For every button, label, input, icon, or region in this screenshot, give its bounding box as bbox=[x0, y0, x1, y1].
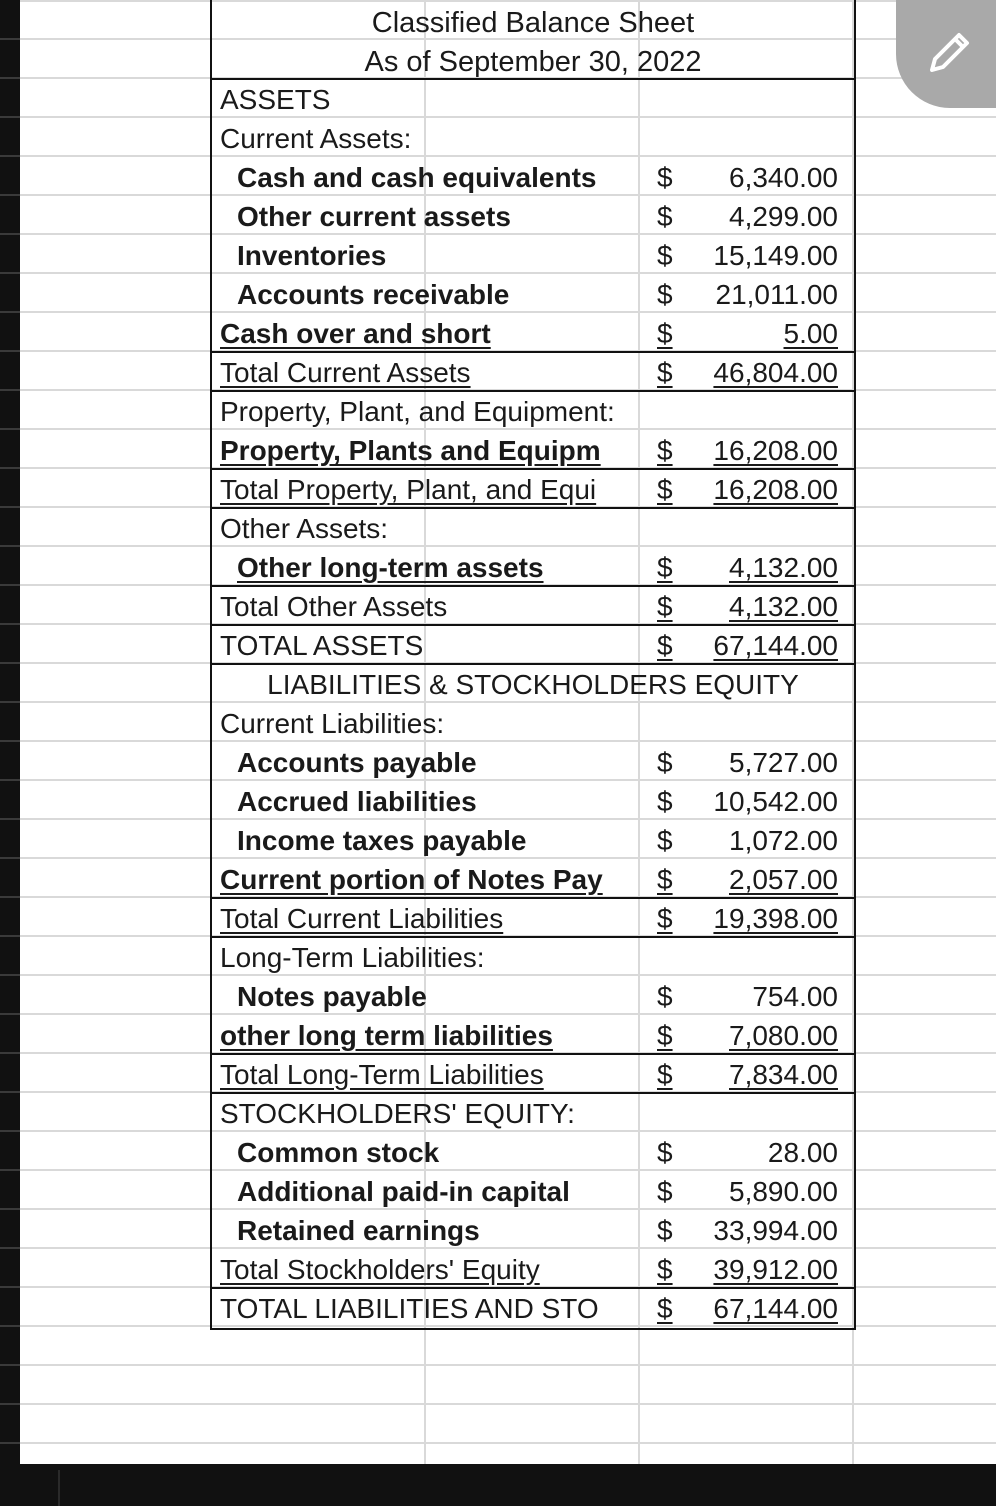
row-label: Long-Term Liabilities: bbox=[220, 942, 485, 973]
table-row[interactable] bbox=[212, 78, 854, 119]
row-amount: 4,132.00 bbox=[729, 552, 838, 583]
table-row[interactable] bbox=[212, 1133, 854, 1172]
dollar-sign: $ bbox=[657, 903, 673, 934]
table-row[interactable] bbox=[212, 1250, 854, 1289]
row-amount: 21,011.00 bbox=[715, 279, 838, 310]
row-label: Common stock bbox=[237, 1137, 440, 1168]
row-amount: 67,144.00 bbox=[713, 1293, 838, 1324]
row-label: Property, Plants and Equipm bbox=[220, 435, 601, 466]
table-row[interactable] bbox=[212, 821, 854, 860]
row-amount: 5.00 bbox=[783, 318, 838, 349]
dollar-sign: $ bbox=[657, 162, 673, 193]
table-row[interactable] bbox=[212, 119, 854, 158]
row-amount: 33,994.00 bbox=[713, 1215, 838, 1246]
table-row[interactable] bbox=[212, 704, 854, 743]
table-row[interactable] bbox=[212, 507, 854, 548]
table-row[interactable] bbox=[212, 1211, 854, 1250]
row-label: Total Property, Plant, and Equi bbox=[220, 474, 597, 505]
row-label: Notes payable bbox=[237, 981, 427, 1012]
dollar-sign: $ bbox=[657, 279, 673, 310]
table-row[interactable] bbox=[212, 1016, 854, 1055]
row-label: Total Long-Term Liabilities bbox=[220, 1059, 544, 1090]
row-amount: 16,208.00 bbox=[713, 435, 838, 466]
dollar-sign: $ bbox=[657, 747, 673, 778]
row-label: Inventories bbox=[237, 240, 387, 271]
dollar-sign: $ bbox=[657, 864, 673, 895]
table-row[interactable] bbox=[212, 314, 854, 353]
row-label: ASSETS bbox=[220, 84, 331, 115]
row-amount: 754.00 bbox=[752, 981, 838, 1012]
table-row[interactable] bbox=[212, 1287, 854, 1328]
row-label: Cash over and short bbox=[220, 318, 491, 349]
dollar-sign: $ bbox=[657, 1020, 673, 1051]
row-label: Accounts payable bbox=[237, 747, 477, 778]
table-row[interactable] bbox=[212, 743, 854, 782]
row-label: Other long-term assets bbox=[237, 552, 544, 583]
row-label: Current Liabilities: bbox=[220, 708, 445, 739]
dollar-sign: $ bbox=[657, 630, 673, 661]
dollar-sign: $ bbox=[657, 1254, 673, 1285]
row-label: Current Assets: bbox=[220, 123, 412, 154]
row-amount: 1,072.00 bbox=[729, 825, 838, 856]
bottom-toolbar bbox=[0, 1464, 996, 1506]
table-row[interactable] bbox=[212, 1172, 854, 1211]
dollar-sign: $ bbox=[657, 786, 673, 817]
row-amount: 16,208.00 bbox=[713, 474, 838, 505]
sheet-date: As of September 30, 2022 bbox=[364, 46, 702, 78]
row-label: Total Current Assets bbox=[220, 357, 471, 388]
row-label: Additional paid-in capital bbox=[237, 1176, 570, 1207]
row-amount: 4,299.00 bbox=[729, 201, 838, 232]
row-amount: 28.00 bbox=[767, 1137, 838, 1168]
dollar-sign: $ bbox=[657, 357, 673, 388]
table-row[interactable] bbox=[212, 548, 854, 587]
dollar-sign: $ bbox=[657, 1215, 673, 1246]
table-row[interactable] bbox=[212, 275, 854, 314]
sheet-title: Classified Balance Sheet bbox=[371, 7, 695, 39]
table-row[interactable] bbox=[212, 236, 854, 275]
dollar-sign: $ bbox=[657, 981, 673, 1012]
table-row[interactable] bbox=[212, 197, 854, 236]
dollar-sign: $ bbox=[657, 1293, 673, 1324]
row-label: Other current assets bbox=[237, 201, 511, 232]
dollar-sign: $ bbox=[657, 552, 673, 583]
row-label: TOTAL LIABILITIES AND STO bbox=[220, 1293, 599, 1324]
table-row[interactable] bbox=[212, 1092, 854, 1133]
table-row[interactable] bbox=[212, 390, 854, 431]
row-amount: 46,804.00 bbox=[713, 357, 838, 388]
table-row[interactable] bbox=[212, 860, 854, 899]
title-row-2[interactable] bbox=[212, 43, 854, 82]
table-row[interactable] bbox=[212, 585, 854, 626]
row-amount: 7,080.00 bbox=[729, 1020, 838, 1051]
dollar-sign: $ bbox=[657, 1059, 673, 1090]
table-row[interactable] bbox=[212, 158, 854, 197]
dollar-sign: $ bbox=[657, 1137, 673, 1168]
dollar-sign: $ bbox=[657, 240, 673, 271]
table-row[interactable] bbox=[212, 977, 854, 1016]
table-row[interactable] bbox=[212, 936, 854, 977]
row-label: Accrued liabilities bbox=[237, 786, 477, 817]
section-header-row[interactable] bbox=[212, 663, 854, 704]
title-row-1[interactable] bbox=[212, 4, 854, 43]
dollar-sign: $ bbox=[657, 435, 673, 466]
dollar-sign: $ bbox=[657, 474, 673, 505]
row-amount: 10,542.00 bbox=[713, 786, 838, 817]
row-amount: 19,398.00 bbox=[713, 903, 838, 934]
section-heading: LIABILITIES & STOCKHOLDERS EQUITY bbox=[267, 669, 799, 700]
row-label: other long term liabilities bbox=[220, 1020, 553, 1051]
dollar-sign: $ bbox=[657, 201, 673, 232]
row-label: Total Other Assets bbox=[220, 591, 448, 622]
row-label: Current portion of Notes Pay bbox=[220, 864, 603, 895]
row-label: Total Current Liabilities bbox=[220, 903, 504, 934]
dollar-sign: $ bbox=[657, 825, 673, 856]
row-amount: 6,340.00 bbox=[729, 162, 838, 193]
balance-sheet bbox=[210, 0, 856, 1330]
table-row[interactable] bbox=[212, 351, 854, 392]
dollar-sign: $ bbox=[657, 1176, 673, 1207]
row-amount: 39,912.00 bbox=[713, 1254, 838, 1285]
table-row[interactable] bbox=[212, 1053, 854, 1094]
row-amount: 67,144.00 bbox=[713, 630, 838, 661]
table-row[interactable] bbox=[212, 431, 854, 470]
table-row[interactable] bbox=[212, 897, 854, 938]
table-row[interactable] bbox=[212, 782, 854, 821]
table-row[interactable] bbox=[212, 624, 854, 665]
table-row[interactable] bbox=[212, 468, 854, 509]
row-amount: 15,149.00 bbox=[713, 240, 838, 271]
row-label: Total Stockholders' Equity bbox=[220, 1254, 540, 1285]
row-label: Retained earnings bbox=[237, 1215, 480, 1246]
row-label: Income taxes payable bbox=[237, 825, 527, 856]
row-amount: 4,132.00 bbox=[729, 591, 838, 622]
row-label: TOTAL ASSETS bbox=[220, 630, 424, 661]
pencil-icon bbox=[926, 26, 972, 76]
toolbar-separator bbox=[58, 1470, 60, 1506]
row-amount: 2,057.00 bbox=[729, 864, 838, 895]
row-label: Accounts receivable bbox=[237, 279, 510, 310]
row-label: Property, Plant, and Equipment: bbox=[220, 396, 615, 427]
row-label: STOCKHOLDERS' EQUITY: bbox=[220, 1098, 575, 1129]
row-amount: 5,727.00 bbox=[729, 747, 838, 778]
dollar-sign: $ bbox=[657, 318, 673, 349]
row-label: Cash and cash equivalents bbox=[237, 162, 597, 193]
row-amount: 7,834.00 bbox=[729, 1059, 838, 1090]
row-label: Other Assets: bbox=[220, 513, 389, 544]
edit-button[interactable] bbox=[896, 0, 996, 108]
dollar-sign: $ bbox=[657, 591, 673, 622]
row-header-strip bbox=[0, 0, 20, 1506]
row-amount: 5,890.00 bbox=[729, 1176, 838, 1207]
